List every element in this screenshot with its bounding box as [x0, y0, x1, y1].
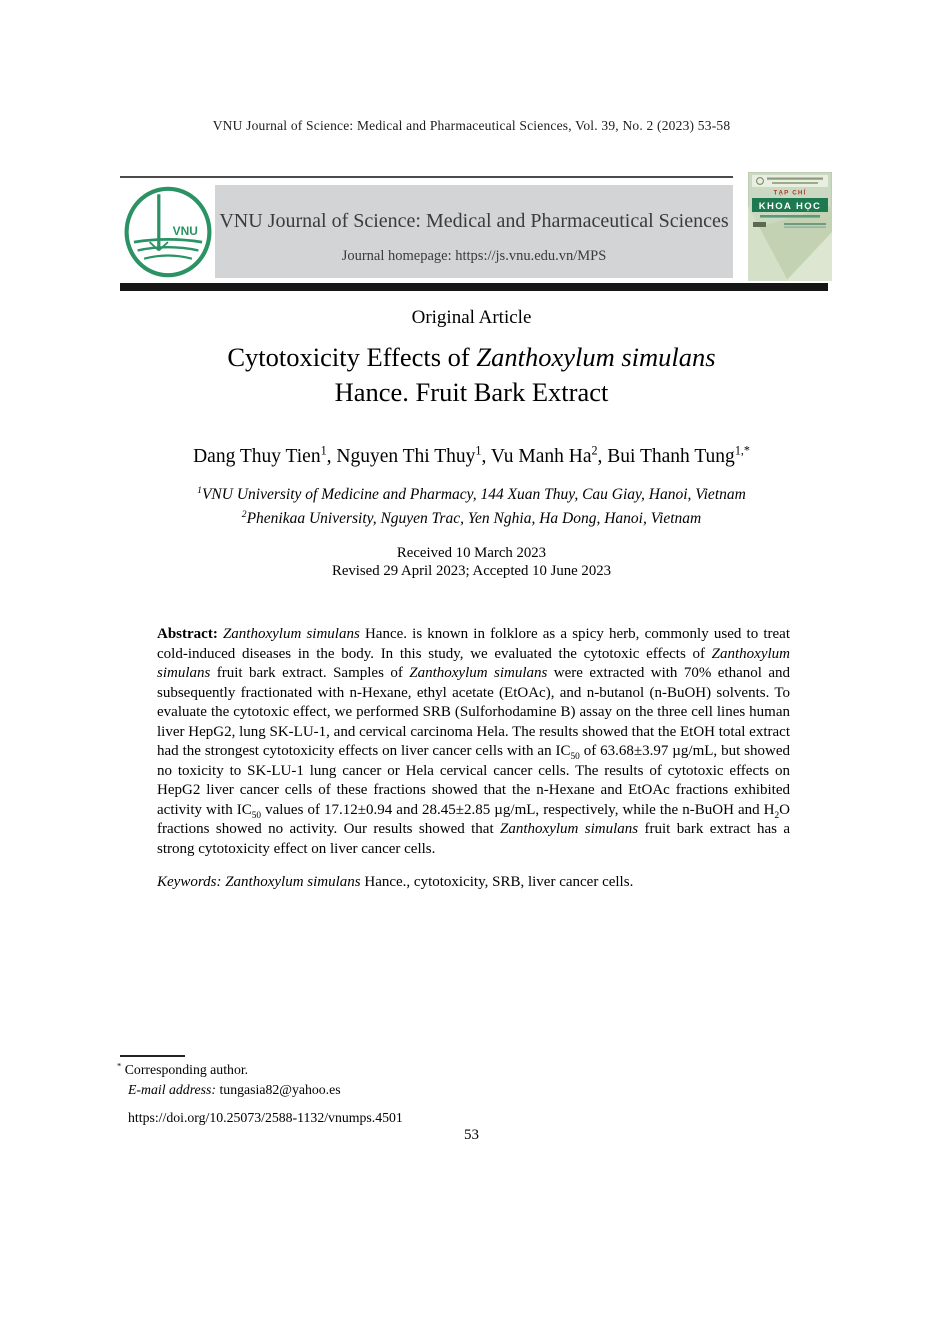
- journal-title: VNU Journal of Science: Medical and Pharmaceutical Sciences: [219, 210, 729, 232]
- abstract-paragraph: Abstract: Zanthoxylum simulans Hance. is known in folklore as a spicy herb, commonly used to treat cold-induced diseases in the body. In this study, we evaluated the cytotoxic effects of Zanthoxylum simulans fruit bark extract. Samples of Zanthoxylum simulans were extracted with 70% ethanol and subsequently fractionated with n-Hexane, ethyl acetate (EtOAc), and n-butanol (n-BuOH) solvents. To evaluate the cytotoxic effect, we performed SRB (Sulforhodamine B) assay on the three cell lines human liver HepG2, lung SK-LU-1, and cervical carcinoma Hela. The results showed that the EtOH total extract had the strongest cytotoxicity effects on liver cancer cells with an $IC_{50}$ of 63.68±3.97 µg/mL, but showed no toxicity to SK-LU-1 lung cancer or Hela cervical cancer cells. The results of cytotoxic effects on HepG2 liver cancer cells of these fractions showed that the n-Hexane and EtOAc fractions exhibited activity with $IC_{50}$ values of 17.12±0.94 and 28.45±2.85 µg/mL, respectively, while the n-BuOH and $H_2O$ fractions showed no activity. Our results showed that Zanthoxylum simulans fruit bark extract has a strong cytotoxicity effect on liver cancer cells.: [157, 626, 791, 857]
- vnu-logo: [122, 184, 214, 280]
- vnu-logo-text: VNU: [172, 223, 198, 238]
- cover-title: KHOA HỌC: [758, 200, 822, 212]
- page-number: 53: [464, 1127, 479, 1143]
- author-list: Dang Thuy Tien$^1$, Nguyen Thi Thuy$^1$, Vu Manh Ha$^2$, Bui Thanh Tung$^{1,*}$: [193, 443, 750, 467]
- affiliation-2: $^2$Phenikaa University, Nguyen Trac, Yen Nghia, Ha Dong, Hanoi, Vietnam: [241, 508, 702, 527]
- banner-top-rule: [120, 176, 733, 178]
- revised-accepted-date: Revised 29 April 2023; Accepted 10 June 2023: [331, 563, 612, 579]
- corresponding-email[interactable]: E-mail address: tungasia82@yahoo.es: [128, 1082, 341, 1097]
- affiliation-1: $^1$VNU University of Medicine and Pharmacy, 144 Xuan Thuy, Cau Giay, Hanoi, Vietnam: [197, 484, 746, 503]
- article-title-line-1: Cytotoxicity Effects of Zanthoxylum simulans: [227, 342, 716, 372]
- journal-homepage-link[interactable]: Journal homepage: https://js.vnu.edu.vn/MPS: [341, 248, 607, 264]
- journal-cover-thumbnail: [748, 172, 832, 281]
- footnote-rule: [120, 1055, 185, 1057]
- masthead-box: [215, 185, 733, 278]
- doi-link[interactable]: https://doi.org/10.25073/2588-1132/vnumps.4501: [128, 1110, 403, 1125]
- corresponding-author-note: * Corresponding author.: [117, 1060, 249, 1077]
- running-head: VNU Journal of Science: Medical and Pharmaceutical Sciences, Vol. 39, No. 2 (2023) 53-58: [212, 118, 731, 133]
- cover-series-label: TẠP CHÍ: [773, 189, 807, 197]
- section-label: Original Article: [411, 307, 532, 328]
- received-date: Received 10 March 2023: [396, 545, 547, 561]
- keywords-line: Keywords: Zanthoxylum simulans Hance., cytotoxicity, SRB, liver cancer cells.: [157, 874, 634, 890]
- banner-bottom-rule: [120, 283, 828, 291]
- vnu-logo-icon: [122, 184, 214, 280]
- article-title-line-2: Hance. Fruit Bark Extract: [334, 377, 609, 407]
- journal-cover-art: [748, 172, 832, 281]
